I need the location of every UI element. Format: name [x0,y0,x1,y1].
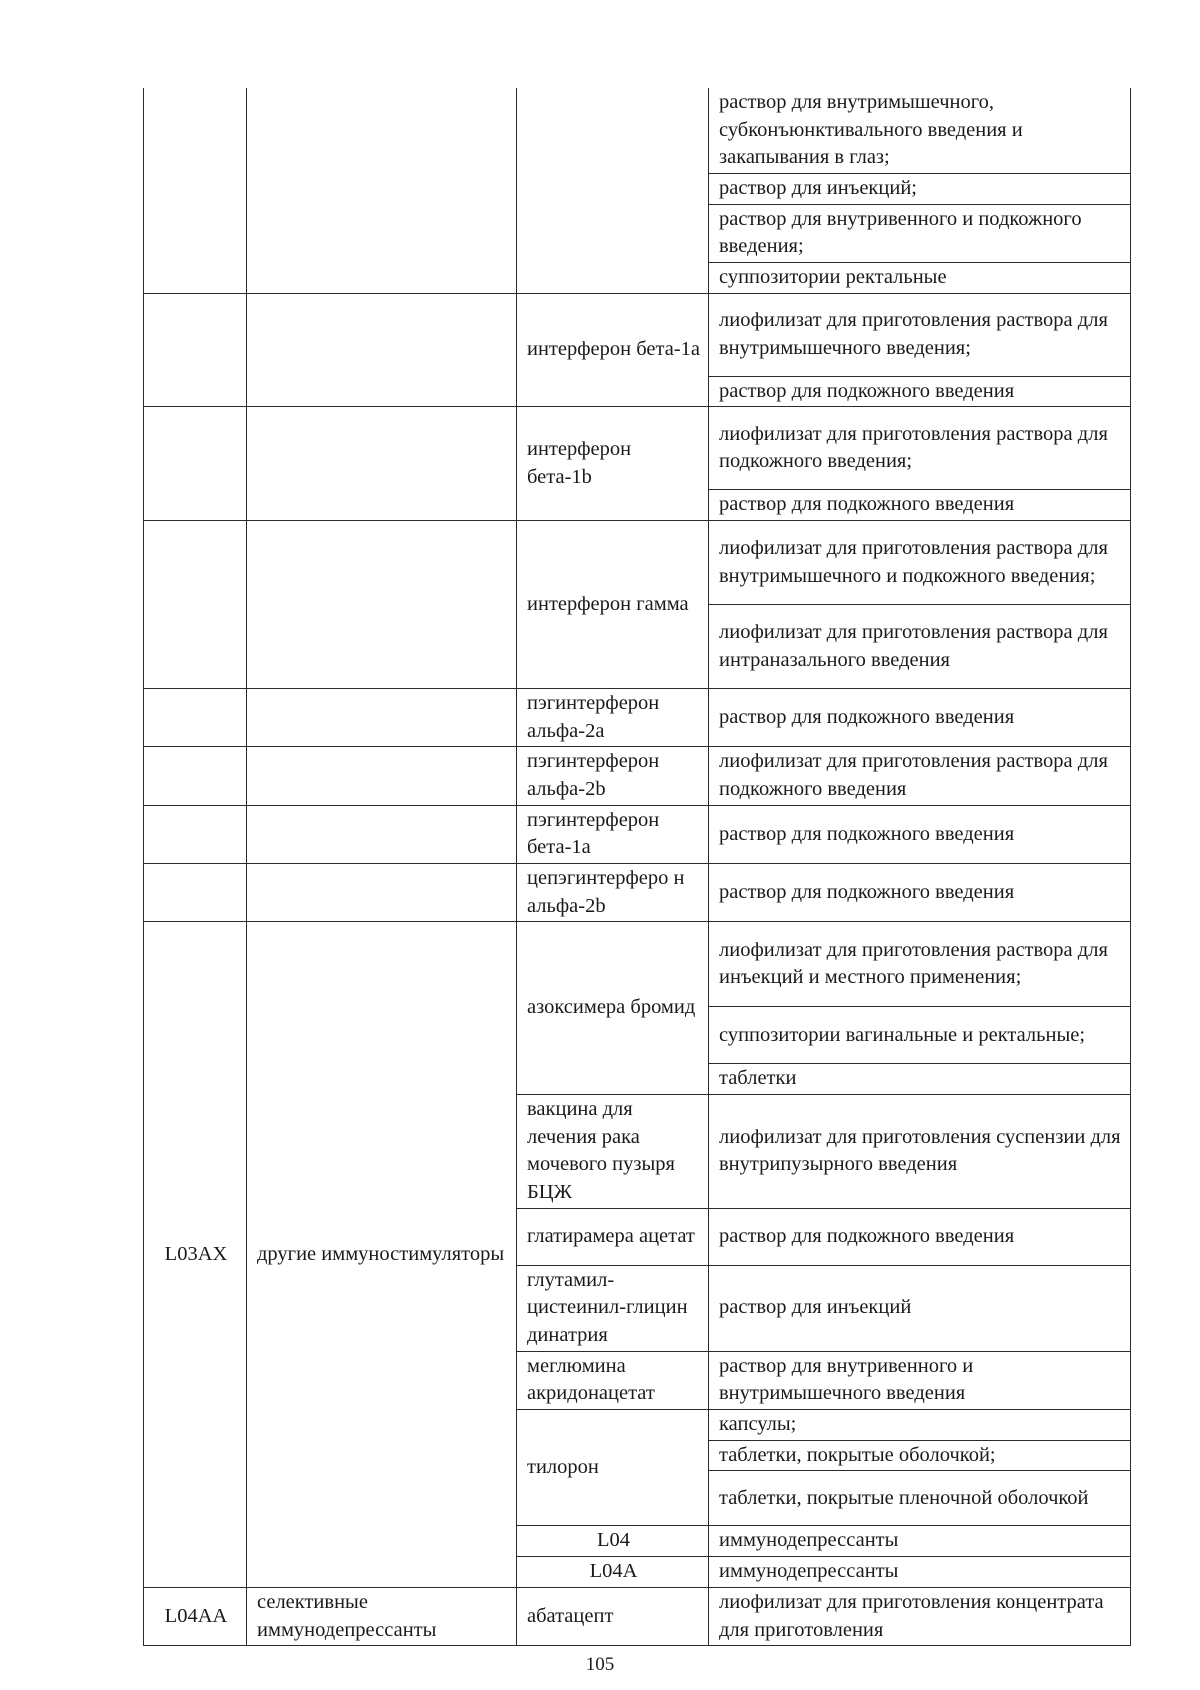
table-row [144,293,1131,376]
group-cell: селективные иммунодепрессанты [247,1587,517,1645]
drug-cell: пэгинтерферон бета-1a [517,805,709,863]
dosage-form-cell: суппозитории вагинальные и ректальные; [709,1007,1131,1064]
group-cell [247,293,517,407]
dosage-form-cell: капсулы; [709,1410,1131,1441]
dosage-form-cell: раствор для подкожного введения [709,376,1131,407]
drug-cell: цепэгинтерферо н альфа-2b [517,864,709,922]
drug-cell: вакцина для лечения рака мочевого пузыря БЦЖ [517,1095,709,1209]
drug-cell: интерферон бета-1a [517,293,709,407]
dosage-form-cell: раствор для инъекций [709,1265,1131,1351]
drug-cell: абатацепт [517,1587,709,1645]
atc-code-cell [144,293,247,407]
group-cell [247,689,517,747]
atc-code-cell: L04 [517,1526,709,1557]
dosage-form-cell: лиофилизат для приготовления раствора для подкожного введения; [709,407,1131,490]
drug-cell: глутамил-цистеинил-глицин динатрия [517,1265,709,1351]
group-cell [247,88,517,293]
drug-cell: интерферон бета-1b [517,407,709,521]
atc-code-cell [144,88,247,293]
drug-table [143,88,1131,1646]
drug-cell: глатирамера ацетат [517,1208,709,1265]
atc-code-cell [144,521,247,689]
atc-code-cell: L04AA [144,1587,247,1645]
drug-cell: меглюмина акридонацетат [517,1351,709,1409]
dosage-form-cell: раствор для подкожного введения [709,689,1131,747]
drug-cell: азоксимера бромид [517,922,709,1095]
table-row [144,521,1131,605]
table-row [144,805,1131,863]
drug-cell [517,88,709,293]
atc-code-cell [144,864,247,922]
atc-code-cell [144,805,247,863]
dosage-form-cell: раствор для внутримышечного, субконъюнктивального введения и закапывания в глаз; [709,88,1131,174]
dosage-form-cell: лиофилизат для приготовления раствора для внутримышечного и подкожного введения; [709,521,1131,605]
table-row [144,864,1131,922]
dosage-form-cell: лиофилизат для приготовления раствора для внутримышечного введения; [709,293,1131,376]
atc-code-cell [144,689,247,747]
dosage-form-cell: раствор для внутривенного и внутримышечного введения [709,1351,1131,1409]
group-cell: иммунодепрессанты [709,1526,1131,1557]
drug-cell: интерферон гамма [517,521,709,689]
table-row [144,747,1131,805]
page-number: 105 [585,1654,615,1675]
group-cell [247,521,517,689]
table-row [144,922,1131,1007]
dosage-form-cell: суппозитории ректальные [709,263,1131,294]
drug-cell: тилорон [517,1410,709,1526]
atc-code-cell: L04A [517,1557,709,1588]
table-row [144,407,1131,490]
dosage-form-cell: таблетки [709,1064,1131,1095]
group-cell: иммунодепрессанты [709,1557,1131,1588]
atc-code-cell [144,407,247,521]
table-row [144,1587,1131,1645]
dosage-form-cell: лиофилизат для приготовления суспензии для внутрипузырного введения [709,1095,1131,1209]
table-row [144,88,1131,174]
dosage-form-cell: лиофилизат для приготовления раствора для подкожного введения [709,747,1131,805]
atc-code-cell: L03AX [144,922,247,1587]
group-cell [247,864,517,922]
dosage-form-cell: лиофилизат для приготовления раствора для инъекций и местного применения; [709,922,1131,1007]
drug-cell: пэгинтерферон альфа-2a [517,689,709,747]
dosage-form-cell: раствор для инъекций; [709,174,1131,205]
group-cell [247,747,517,805]
atc-code-cell [144,747,247,805]
dosage-form-cell: таблетки, покрытые оболочкой; [709,1440,1131,1471]
table-row [144,689,1131,747]
dosage-form-cell: раствор для подкожного введения [709,1208,1131,1265]
dosage-form-cell: раствор для подкожного введения [709,490,1131,521]
dosage-form-cell: таблетки, покрытые пленочной оболочкой [709,1471,1131,1526]
group-cell [247,805,517,863]
dosage-form-cell: лиофилизат для приготовления концентрата для приготовления [709,1587,1131,1645]
dosage-form-cell: раствор для внутривенного и подкожного введения; [709,204,1131,262]
group-cell [247,407,517,521]
dosage-form-cell: раствор для подкожного введения [709,864,1131,922]
group-cell: другие иммуностимуляторы [247,922,517,1587]
dosage-form-cell: лиофилизат для приготовления раствора для интраназального введения [709,605,1131,689]
dosage-form-cell: раствор для подкожного введения [709,805,1131,863]
drug-cell: пэгинтерферон альфа-2b [517,747,709,805]
